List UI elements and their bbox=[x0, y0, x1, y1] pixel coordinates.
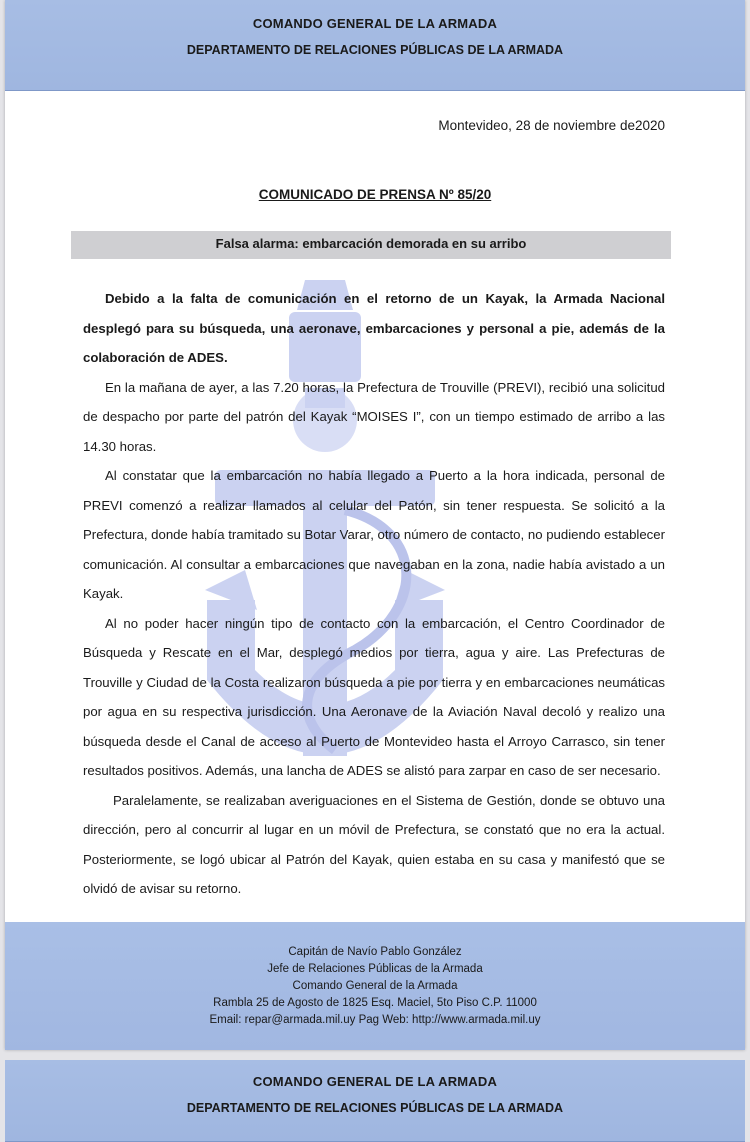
header-line-2-page-2: DEPARTAMENTO DE RELACIONES PÚBLICAS DE LA ARMADA bbox=[186, 1101, 564, 1115]
footer-name: Capitán de Navío Pablo González bbox=[288, 946, 462, 958]
document-date: Montevideo, 28 de noviembre de2020 bbox=[438, 118, 665, 133]
header-band bbox=[5, 0, 745, 91]
footer-address: Rambla 25 de Agosto de 1825 Esq. Maciel, 5to Piso C.P. 11000 bbox=[213, 997, 537, 1009]
footer-org: Comando General de la Armada bbox=[292, 980, 458, 992]
document-page-2 bbox=[5, 1060, 745, 1141]
document-subtitle: Falsa alarma: embarcación demorada en su arribo bbox=[71, 231, 671, 259]
footer-role: Jefe de Relaciones Públicas de la Armada bbox=[267, 963, 483, 975]
paragraph: Al constatar que la embarcación no había llegado a Puerto a la hora indicada, personal de PREVI comenzó a realizar llamados al celular del Patón, sin tener respuesta. Se solicitó a la Prefectura, donde había tramitado su Botar Varar, otro número de contacto, no pudiendo establecer comunicación. Al consultar a embarcaciones que navegaban en la zona, nadie había avistado a un Kayak. bbox=[83, 468, 665, 601]
header-line-1: COMANDO GENERAL DE LA ARMADA bbox=[252, 16, 498, 31]
footer-contact[interactable]: Email: repar@armada.mil.uy Pag Web: http://www.armada.mil.uy bbox=[209, 1014, 541, 1026]
header-line-2: DEPARTAMENTO DE RELACIONES PÚBLICAS DE LA ARMADA bbox=[186, 43, 564, 57]
paragraph-lead: Debido a la falta de comunicación en el retorno de un Kayak, la Armada Nacional desplegó para su búsqueda, una aeronave, embarcaciones y personal a pie, además de la colaboración de ADES. bbox=[83, 291, 665, 365]
paragraph: Paralelamente, se realizaban averiguaciones en el Sistema de Gestión, donde se obtuvo una dirección, pero al concurrir al lugar en un móvil de Prefectura, se constató que no era la actual. Posteriormente, se logó ubicar al Patrón del Kayak, quien estaba en su casa y manifestó que se olvidó de avisar su retorno. bbox=[83, 792, 665, 896]
document-page-1 bbox=[5, 0, 745, 1050]
header-line-1-page-2: COMANDO GENERAL DE LA ARMADA bbox=[252, 1074, 498, 1089]
footer-band bbox=[5, 922, 745, 1050]
document-title: COMUNICADO DE PRENSA Nº 85/20 bbox=[258, 187, 492, 202]
document-body bbox=[83, 284, 665, 904]
paragraph: Al no poder hacer ningún tipo de contacto con la embarcación, el Centro Coordinador de Búsqueda y Rescate en el Mar, desplegó medios por tierra, agua y aire. Las Prefecturas de Trouville y Ciudad de la Costa realizaron búsqueda a pie por tierra y en embarcaciones neumáticas por agua en su respectiva jurisdicción. Una Aeronave de la Aviación Naval decoló y realizo una búsqueda desde el Canal de acceso al Puerto de Montevideo hasta el Arroyo Carrasco, sin tener resultados positivos. Además, una lancha de ADES se alistó para zarpar en caso de ser necesario. bbox=[83, 615, 665, 778]
paragraph: En la mañana de ayer, a las 7.20 horas, la Prefectura de Trouville (PREVI), recibió una solicitud de despacho por parte del patrón del Kayak “MOISES I”, con un tiempo estimado de arribo a las 14.30 horas. bbox=[83, 379, 665, 454]
header-band-page-2 bbox=[5, 1060, 745, 1142]
